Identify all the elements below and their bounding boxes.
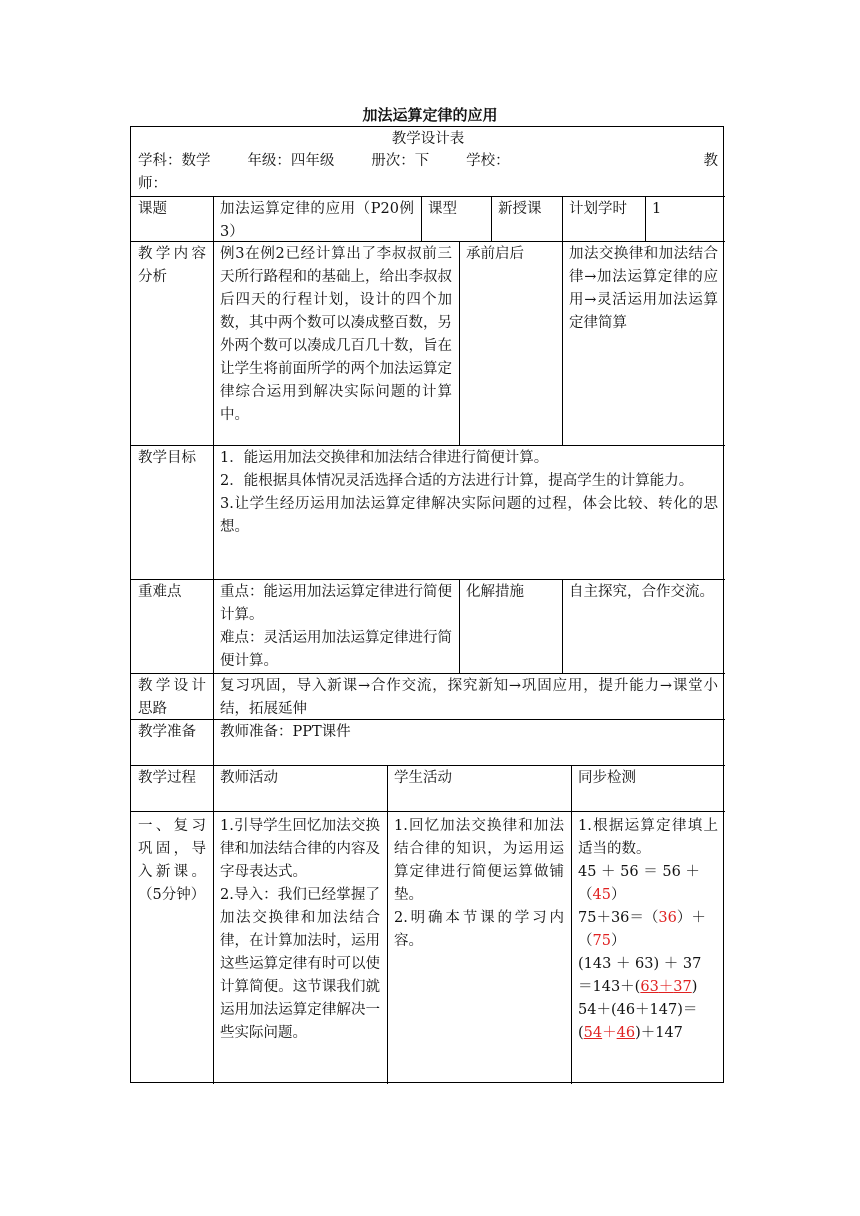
stage-1-label: 一、复习巩固，导入新课。（5分钟） xyxy=(138,818,206,903)
check-equation-4: 54＋(46＋147)＝(54＋46)＋147 xyxy=(578,1002,698,1041)
check-equation-3: (143 ＋ 63) ＋ 37 ＝143＋(63＋37) xyxy=(578,956,702,995)
student-activity-header: 学生活动 xyxy=(394,770,452,786)
bridge-text: 加法交换律和加法结合律→加法运算定律的应用→灵活运用加法运算定律简算 xyxy=(569,246,718,331)
key-points-text xyxy=(213,579,459,673)
lesson-type-value: 新授课 xyxy=(498,201,542,217)
student-step: 1.回忆加法交换律和加法结合律的知识，为运用运算定律进行简便运算做铺垫。 xyxy=(394,818,564,903)
topic-value: 加法运算定律的应用（P20例3） xyxy=(220,201,414,240)
volume-field: 册次：下 xyxy=(371,153,430,169)
key-points-label: 重难点 xyxy=(138,584,182,600)
hours-value: 1 xyxy=(652,201,662,217)
table-title: 教学设计表 xyxy=(391,131,465,147)
goal-item: 3.让学生经历运用加法运算定律解决实际问题的过程，体会比较、转化的思想。 xyxy=(220,496,718,535)
check-equation-2: 75＋36＝（36）＋（75） xyxy=(578,910,706,949)
process-label: 教学过程 xyxy=(138,770,196,786)
stage-1-student-activity xyxy=(387,811,571,1084)
design-idea-label: 教学设计思路 xyxy=(138,678,206,717)
student-step: 2.明确本节课的学习内容。 xyxy=(394,910,564,949)
topic-label: 课题 xyxy=(138,201,167,217)
check-instruction: 1.根据运算定律填上适当的数。 xyxy=(578,818,718,857)
key-point: 重点：能运用加法运算定律进行简便计算。 xyxy=(220,584,452,623)
measure-text: 自主探究，合作交流。 xyxy=(569,584,714,600)
goals-list xyxy=(213,445,725,579)
bridge-label: 承前启后 xyxy=(466,246,524,262)
stage-1-teacher-activity xyxy=(213,811,387,1084)
grade-field: 年级：四年级 xyxy=(247,153,335,169)
preparation-text: 教师准备：PPT课件 xyxy=(220,724,351,740)
measure-label: 化解措施 xyxy=(466,584,524,600)
goal-item: 2．能根据具体情况灵活选择合适的方法进行计算，提高学生的计算能力。 xyxy=(220,473,694,489)
subject-field: 学科：数学 xyxy=(138,153,211,169)
info-line xyxy=(131,150,725,174)
hours-label: 计划学时 xyxy=(569,201,627,217)
stage-1-sync-check xyxy=(571,811,725,1084)
document-title: 加法运算定律的应用 xyxy=(362,106,498,124)
check-equation-1: 45 ＋ 56 ＝ 56 ＋（45） xyxy=(578,864,700,903)
goal-item: 1．能运用加法交换律和加法结合律进行简便计算。 xyxy=(220,450,549,466)
teacher-field-wrap: 师： xyxy=(138,176,167,192)
content-analysis-label: 教学内容分析 xyxy=(138,246,206,285)
lesson-plan-table xyxy=(130,126,724,1083)
goals-label: 教学目标 xyxy=(138,450,196,466)
sync-check-header: 同步检测 xyxy=(578,770,636,786)
difficulty-point: 难点：灵活运用加法运算定律进行简便计算。 xyxy=(220,630,452,669)
design-idea-text: 复习巩固，导入新课→合作交流，探究新知→巩固应用，提升能力→课堂小结，拓展延伸 xyxy=(220,678,718,717)
teacher-field: 教 xyxy=(703,153,718,169)
teacher-activity-header: 教师活动 xyxy=(220,770,278,786)
preparation-label: 教学准备 xyxy=(138,724,196,740)
content-analysis-text: 例3在例2已经计算出了李叔叔前三天所行路程和的基础上，给出李叔叔后四天的行程计划，设计的四个加数，其中两个数可以凑成整百数，另外两个数可以凑成几百几十数，旨在让学生将前面所学的两个加法运算定律综合运用到解决实际问题的计算中。 xyxy=(220,246,452,423)
school-field: 学校： xyxy=(466,153,510,169)
teacher-step: 1.引导学生回忆加法交换律和加法结合律的内容及字母表达式。 xyxy=(220,818,380,880)
teacher-step: 2.导入：我们已经掌握了加法交换律和加法结合律，在计算加法时，运用这些运算定律有时可以使计算简便。这节课我们就运用加法运算定律解决一些实际问题。 xyxy=(220,887,380,1041)
lesson-type-label: 课型 xyxy=(428,201,457,217)
